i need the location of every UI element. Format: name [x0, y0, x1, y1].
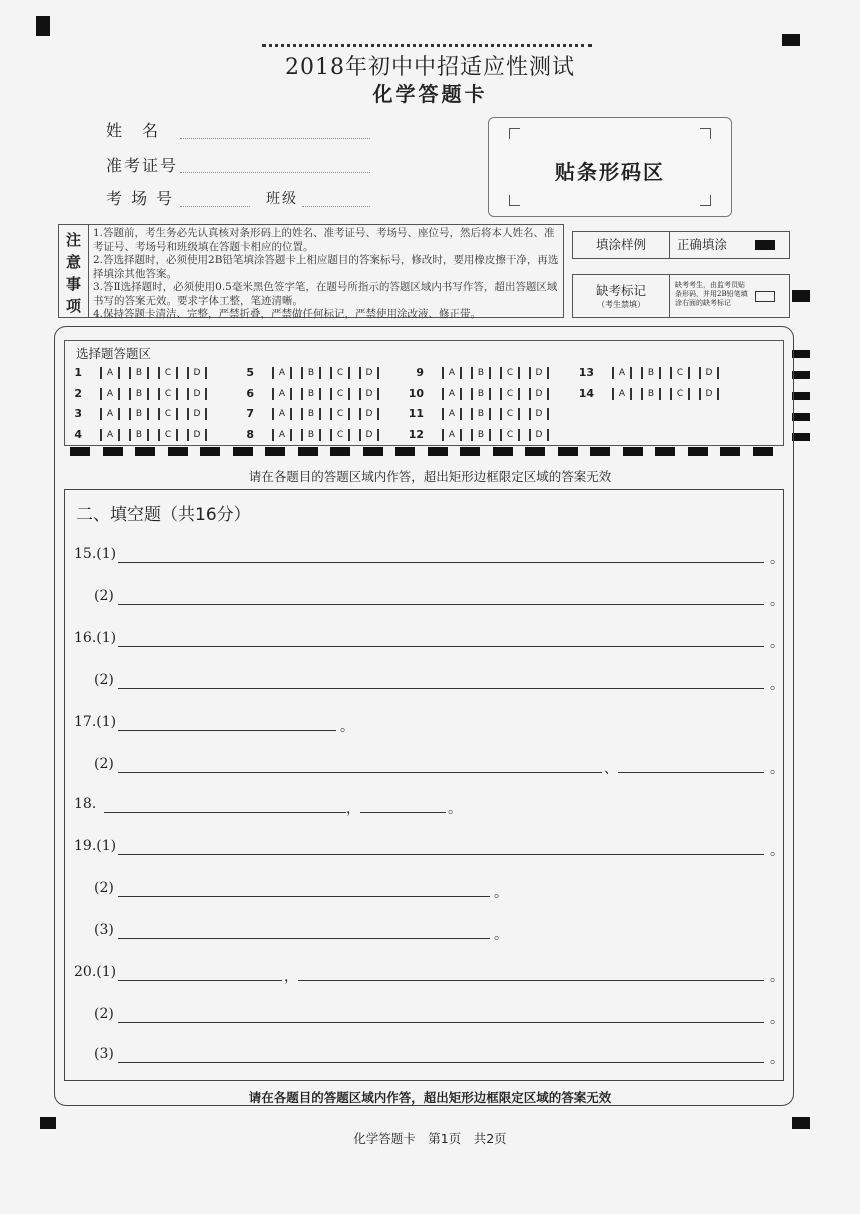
notice-body [93, 227, 559, 322]
name-label: 姓 名 [106, 121, 161, 140]
q19-2-label: (2) [94, 880, 114, 896]
choice-question-number: 6 [246, 387, 254, 400]
choice-option-c[interactable]: C [158, 367, 178, 379]
absent-mark-box[interactable] [755, 291, 775, 302]
choice-option-c[interactable]: C [500, 408, 520, 420]
choice-option-a[interactable]: A [100, 408, 120, 420]
choice-option-c[interactable]: C [500, 367, 520, 379]
timing-dash [720, 447, 740, 456]
choice-option-c[interactable]: C [500, 388, 520, 400]
comma: ， [346, 801, 360, 817]
notice-heading: 注 意 事 项 [59, 225, 89, 317]
q17-1-label: 17.(1) [74, 714, 117, 730]
card-title: 化学答题卡 [372, 82, 488, 106]
period: 。 [770, 635, 784, 651]
room-label: 考 场 号 [106, 189, 175, 208]
absent-box [572, 274, 790, 318]
choice-option-d[interactable]: D [359, 408, 379, 420]
absent-sub: （考生禁填） [597, 300, 645, 309]
q16-2-answer[interactable] [118, 688, 764, 689]
choice-option-c[interactable]: C [330, 367, 350, 379]
choice-title: 选择题答题区 [76, 346, 152, 361]
choice-option-b[interactable]: B [129, 408, 149, 420]
page-footer: 化学答题卡 第1页 共2页 [353, 1131, 507, 1146]
q15-1-answer[interactable] [118, 562, 764, 563]
q18-label: 18. [74, 796, 97, 812]
timing-mark [792, 371, 810, 379]
q20-3-label: (3) [94, 1046, 114, 1062]
timing-dash [688, 447, 708, 456]
choice-option-c[interactable]: C [330, 388, 350, 400]
choice-option-a[interactable]: A [442, 367, 462, 379]
class-field[interactable] [302, 206, 370, 207]
choice-option-d[interactable]: D [529, 367, 549, 379]
q19-1-answer[interactable] [118, 854, 764, 855]
choice-option-c[interactable]: C [330, 408, 350, 420]
barcode-label: 贴条形码区 [555, 160, 665, 184]
choice-option-b[interactable]: B [641, 388, 661, 400]
q18-answer-b[interactable] [360, 812, 446, 813]
timing-dash [623, 447, 643, 456]
choice-question-number: 5 [246, 366, 254, 379]
timing-mark [792, 350, 810, 358]
choice-option-a[interactable]: A [272, 408, 292, 420]
period: 。 [448, 801, 462, 817]
q18-answer-a[interactable] [104, 812, 346, 813]
notice-item: 4.保持答题卡清洁、完整，严禁折叠，严禁做任何标记，严禁使用涂改液、修正带。 [93, 308, 482, 320]
choice-option-b[interactable]: B [301, 408, 321, 420]
choice-option-b[interactable]: B [301, 367, 321, 379]
timing-dash [558, 447, 578, 456]
timing-dash [265, 447, 285, 456]
area-note-top: 请在各题目的答题区域内作答，超出矩形边框限定区域的答案无效 [248, 469, 612, 484]
choice-question-number: 10 [408, 387, 424, 400]
period: 。 [770, 1011, 784, 1027]
choice-option-c[interactable]: C [158, 408, 178, 420]
timing-dash [200, 447, 220, 456]
dun-mark: 、 [604, 761, 618, 777]
choice-option-c[interactable]: C [330, 429, 350, 441]
choice-question-number: 14 [578, 387, 594, 400]
choice-question-number: 12 [408, 428, 424, 441]
q19-1-label: 19.(1) [74, 838, 117, 854]
timing-mark [36, 16, 50, 36]
choice-option-c[interactable]: C [158, 388, 178, 400]
choice-option-d[interactable]: D [359, 429, 379, 441]
choice-option-b[interactable]: B [301, 429, 321, 441]
period: 。 [340, 719, 354, 735]
absent-label: 缺考标记 [595, 283, 646, 298]
notice-box [58, 224, 564, 318]
q17-2-label: (2) [94, 756, 114, 772]
choice-option-a[interactable]: A [612, 367, 632, 379]
q17-1-answer[interactable] [118, 730, 336, 731]
fill-section-title: 二、填空题（共16分） [76, 505, 251, 525]
class-label: 班级 [266, 191, 298, 207]
choice-option-b[interactable]: B [471, 367, 491, 379]
choice-option-b[interactable]: B [301, 388, 321, 400]
q20-2-label: (2) [94, 1006, 114, 1022]
timing-dash [525, 447, 545, 456]
choice-question-number: 2 [74, 387, 82, 400]
fill-sample-label: 填涂样例 [573, 232, 670, 258]
choice-option-d[interactable]: D [187, 388, 207, 400]
correct-fill-label: 正确填涂 [677, 237, 728, 252]
timing-dash [753, 447, 773, 456]
choice-question-number: 8 [246, 428, 254, 441]
period: 。 [770, 1051, 784, 1067]
timing-mark [792, 290, 810, 302]
q20-1-answer-b[interactable] [298, 980, 764, 981]
q19-3-answer[interactable] [118, 938, 490, 939]
absent-desc: 缺考考生，由监考员贴条形码，并用2B铅笔填涂右面的缺考标记 [675, 281, 748, 307]
timing-dash [395, 447, 415, 456]
choice-option-a[interactable]: A [442, 429, 462, 441]
choice-option-a[interactable]: A [100, 388, 120, 400]
choice-question-number: 11 [408, 407, 424, 420]
period: 。 [770, 969, 784, 985]
choice-option-d[interactable]: D [359, 367, 379, 379]
choice-option-a[interactable]: A [100, 367, 120, 379]
timing-mark [792, 392, 810, 400]
q17-2-answer-a[interactable] [118, 772, 602, 773]
timing-dash [655, 447, 675, 456]
q20-1-label: 20.(1) [74, 964, 117, 980]
period: 。 [770, 677, 784, 693]
period: 。 [770, 593, 784, 609]
choice-option-a[interactable]: A [100, 429, 120, 441]
choice-option-a[interactable]: A [272, 429, 292, 441]
choice-option-a[interactable]: A [612, 388, 632, 400]
choice-option-c[interactable]: C [158, 429, 178, 441]
room-field[interactable] [180, 206, 250, 207]
choice-option-b[interactable]: B [129, 388, 149, 400]
timing-dash [135, 447, 155, 456]
choice-option-b[interactable]: B [641, 367, 661, 379]
timing-mark [40, 1117, 56, 1129]
choice-option-a[interactable]: A [442, 408, 462, 420]
timing-dash [590, 447, 610, 456]
q20-1-answer-a[interactable] [118, 980, 282, 981]
timing-mark [792, 413, 810, 421]
q20-3-answer[interactable] [118, 1062, 764, 1063]
choice-option-b[interactable]: B [129, 429, 149, 441]
choice-option-c[interactable]: C [670, 388, 690, 400]
choice-question-number: 13 [578, 366, 594, 379]
timing-dash [460, 447, 480, 456]
period: 。 [770, 761, 784, 777]
timing-dash [428, 447, 448, 456]
choice-option-a[interactable]: A [272, 388, 292, 400]
timing-dash [233, 447, 253, 456]
choice-option-d[interactable]: D [359, 388, 379, 400]
barcode-area [488, 117, 732, 217]
notice-item: 3.答Ⅱ选择题时，必须使用0.5毫米黑色签字笔，在题号所指示的答题区域内书写作答，超出答题区域书写的答案无效。要求字体工整，笔迹清晰。 [93, 281, 558, 307]
name-field[interactable] [180, 138, 370, 139]
fill-section-box [64, 489, 784, 1081]
timing-dash [70, 447, 90, 456]
q19-3-label: (3) [94, 922, 114, 938]
choice-option-d[interactable]: D [187, 367, 207, 379]
notice-item: 2.答选择题时，必须使用2B铅笔填涂答题卡上相应题目的答案标号，修改时，要用橡皮擦干净，再选择填涂其他答案。 [93, 254, 559, 280]
q19-2-answer[interactable] [118, 896, 490, 897]
choice-question-number: 4 [74, 428, 82, 441]
choice-option-a[interactable]: A [272, 367, 292, 379]
choice-question-number: 1 [74, 366, 82, 379]
choice-question-number: 7 [246, 407, 254, 420]
timing-mark [792, 1117, 810, 1129]
period: 。 [770, 551, 784, 567]
area-note-bottom: 请在各题目的答题区域内作答，超出矩形边框限定区域的答案无效 [248, 1090, 612, 1105]
timing-dash [493, 447, 513, 456]
exam-title: 2018年初中中招适应性测试 [285, 55, 575, 80]
q16-1-answer[interactable] [118, 646, 764, 647]
timing-mark [782, 34, 800, 46]
choice-option-d[interactable]: D [699, 367, 719, 379]
ticket-label: 准考证号 [106, 156, 179, 175]
q16-2-label: (2) [94, 672, 114, 688]
ticket-field[interactable] [180, 172, 370, 173]
choice-option-d[interactable]: D [529, 388, 549, 400]
choice-option-c[interactable]: C [670, 367, 690, 379]
q17-2-answer-b[interactable] [618, 772, 764, 773]
q15-1-label: 15.(1) [74, 546, 117, 562]
period: 。 [770, 843, 784, 859]
choice-option-d[interactable]: D [187, 429, 207, 441]
notice-item: 1.答题前，考生务必先认真核对条形码上的姓名、准考证号、考场号、座位号，然后将本人姓名、准考证号、考场号和班级填在答题卡相应的位置。 [93, 227, 555, 253]
timing-dash [168, 447, 188, 456]
q16-1-label: 16.(1) [74, 630, 117, 646]
period: 。 [494, 885, 508, 901]
q15-2-label: (2) [94, 588, 114, 604]
choice-option-d[interactable]: D [187, 408, 207, 420]
q20-2-answer[interactable] [118, 1022, 764, 1023]
choice-option-d[interactable]: D [699, 388, 719, 400]
dotted-rule [262, 44, 592, 47]
choice-option-c[interactable]: C [500, 429, 520, 441]
choice-question-number: 3 [74, 407, 82, 420]
choice-option-b[interactable]: B [471, 429, 491, 441]
timing-dash [298, 447, 318, 456]
comma: ， [284, 969, 298, 985]
choice-option-b[interactable]: B [129, 367, 149, 379]
choice-option-b[interactable]: B [471, 388, 491, 400]
timing-dash [330, 447, 350, 456]
timing-dash [363, 447, 383, 456]
choice-option-a[interactable]: A [442, 388, 462, 400]
choice-option-d[interactable]: D [529, 408, 549, 420]
filled-sample-mark [755, 240, 775, 250]
choice-option-d[interactable]: D [529, 429, 549, 441]
period: 。 [494, 927, 508, 943]
timing-mark [792, 433, 810, 441]
timing-dash [103, 447, 123, 456]
fill-sample-box [572, 231, 790, 259]
q15-2-answer[interactable] [118, 604, 764, 605]
choice-question-number: 9 [416, 366, 424, 379]
choice-option-b[interactable]: B [471, 408, 491, 420]
